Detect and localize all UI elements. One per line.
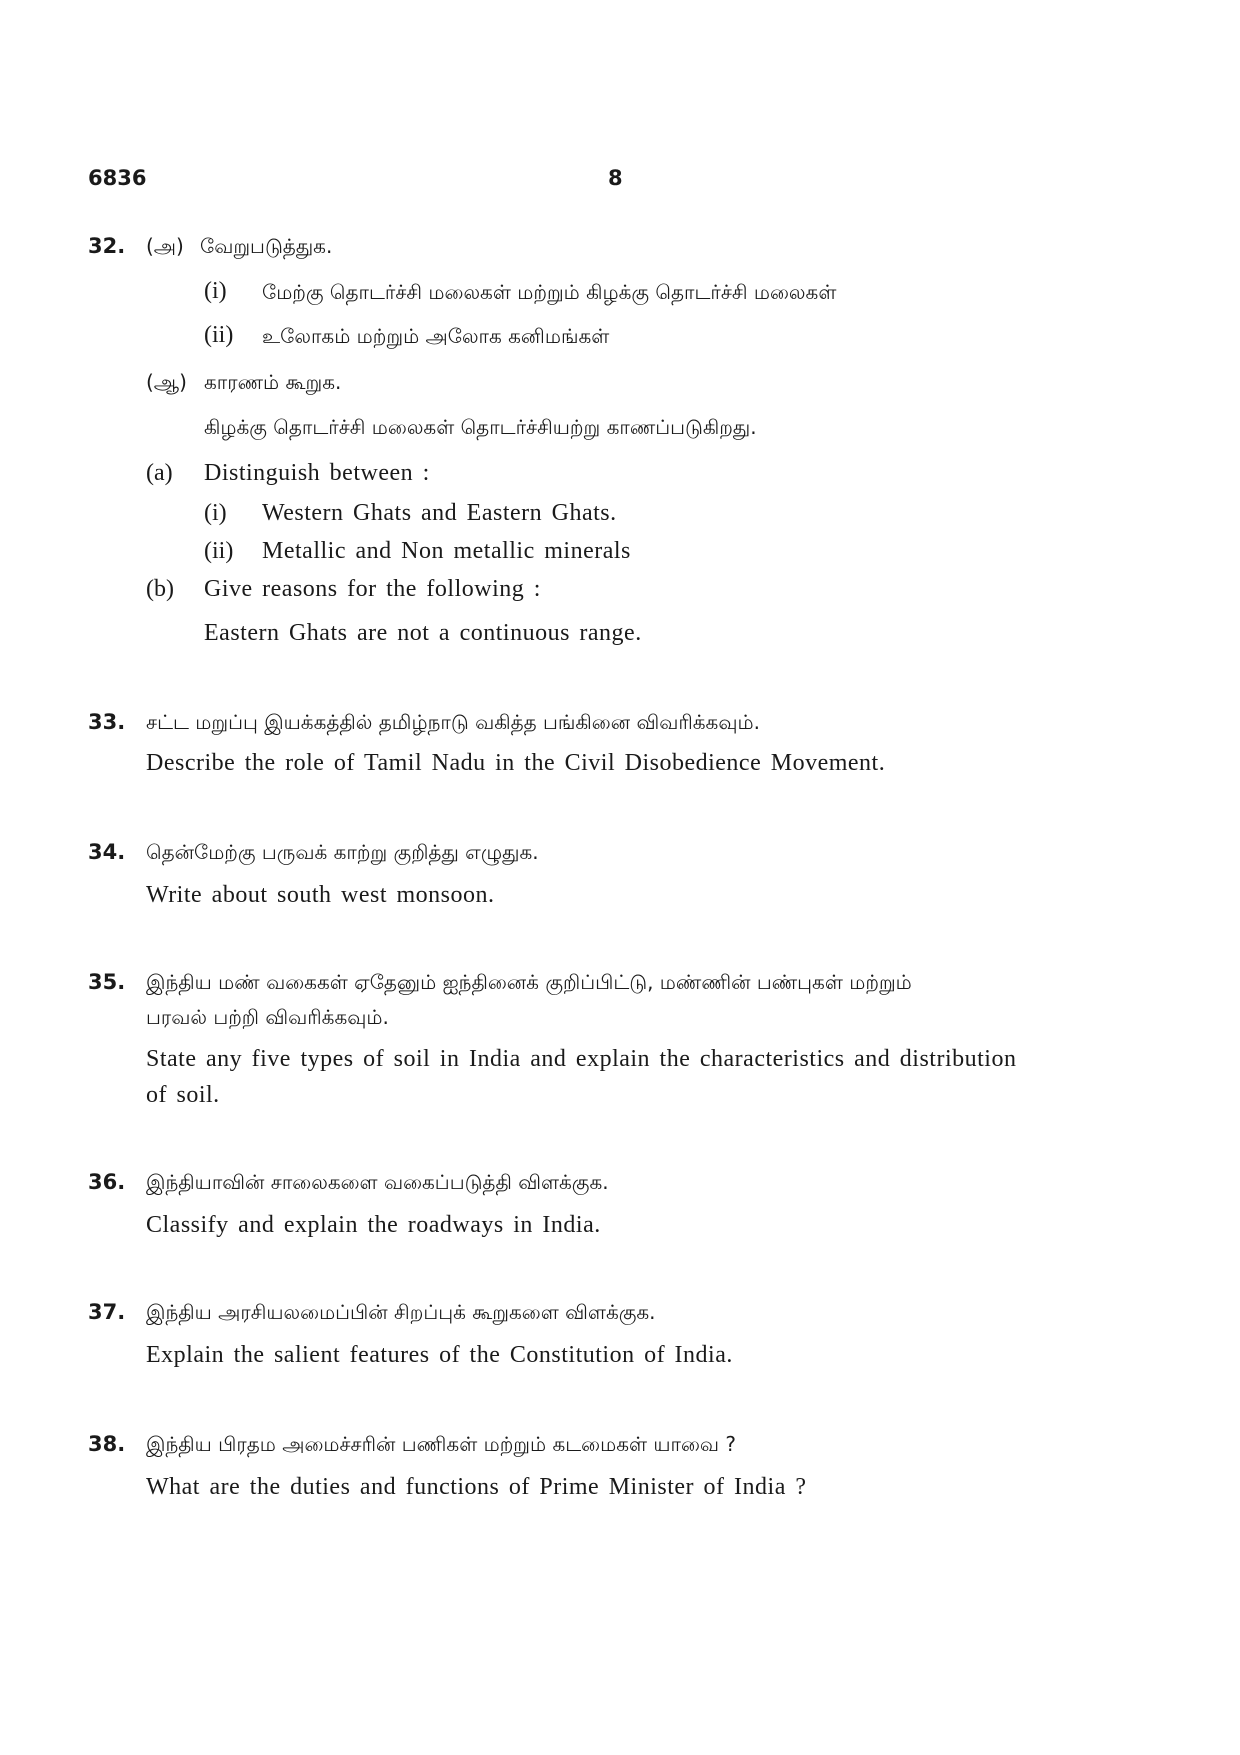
subpart-ii-marker-en: (ii) — [204, 538, 234, 564]
question-number: 36. — [88, 1170, 126, 1194]
question-text-tamil: இந்தியாவின் சாலைகளை வகைப்படுத்தி விளக்குக. — [146, 1170, 609, 1194]
question-text: Explain the salient features of the Constitution of India. — [146, 1342, 733, 1368]
subpart-i-text-tamil: மேற்கு தொடர்ச்சி மலைகள் மற்றும் கிழக்கு தொடர்ச்சி மலைகள் — [262, 280, 837, 304]
question-text-tamil-line2: பரவல் பற்றி விவரிக்கவும். — [146, 1005, 389, 1029]
question-text: What are the duties and functions of Prime Minister of India ? — [146, 1474, 807, 1500]
paper-code: 6836 — [88, 166, 147, 190]
question-number: 37. — [88, 1300, 126, 1324]
subpart-ii-text-tamil: உலோகம் மற்றும் அலோக கனிமங்கள் — [262, 324, 610, 348]
subpart-ii-text: Metallic and Non metallic minerals — [262, 538, 631, 564]
part-b-marker-tamil: (ஆ) — [146, 370, 187, 394]
question-text: Describe the role of Tamil Nadu in the Civil Disobedience Movement. — [146, 750, 886, 776]
question-text-tamil: தென்மேற்கு பருவக் காற்று குறித்து எழுதுக. — [146, 840, 539, 864]
subpart-i-text: Western Ghats and Eastern Ghats. — [262, 500, 617, 526]
part-b-marker: (b) — [146, 576, 174, 602]
question-text-tamil: இந்திய பிரதம அமைச்சரின் பணிகள் மற்றும் கடமைகள் யாவை ? — [146, 1432, 737, 1456]
part-b-text: Give reasons for the following : — [204, 576, 541, 602]
subpart-ii-marker: (ii) — [204, 322, 234, 348]
question-number: 35. — [88, 970, 126, 994]
question-number: 38. — [88, 1432, 126, 1456]
question-text-line1: State any five types of soil in India and explain the characteristics and distribution — [146, 1046, 1017, 1072]
part-a-marker-tamil: (அ) — [146, 234, 184, 258]
page-number: 8 — [608, 166, 623, 190]
question-text-tamil: சட்ட மறுப்பு இயக்கத்தில் தமிழ்நாடு வகித்த பங்கினை விவரிக்கவும். — [146, 710, 760, 734]
part-b-text-tamil: காரணம் கூறுக. — [204, 370, 342, 394]
part-a-marker: (a) — [146, 460, 173, 486]
question-text: Classify and explain the roadways in India. — [146, 1212, 601, 1238]
question-number: 33. — [88, 710, 126, 734]
question-text-tamil-line1: இந்திய மண் வகைகள் ஏதேனும் ஐந்தினைக் குறிப்பிட்டு, மண்ணின் பண்புகள் மற்றும் — [146, 970, 912, 994]
question-text-line2: of soil. — [146, 1082, 220, 1108]
subpart-i-marker: (i) — [204, 278, 227, 304]
question-number: 34. — [88, 840, 126, 864]
question-number: 32. — [88, 234, 126, 258]
part-a-text-tamil: வேறுபடுத்துக. — [200, 234, 333, 258]
question-text: Write about south west monsoon. — [146, 882, 495, 908]
subpart-i-marker-en: (i) — [204, 500, 227, 526]
part-a-text: Distinguish between : — [204, 460, 430, 486]
question-text-tamil: இந்திய அரசியலமைப்பின் சிறப்புக் கூறுகளை விளக்குக. — [146, 1300, 656, 1324]
part-b-line-tamil: கிழக்கு தொடர்ச்சி மலைகள் தொடர்ச்சியற்று காணப்படுகிறது. — [204, 415, 757, 439]
part-b-line: Eastern Ghats are not a continuous range. — [204, 620, 642, 646]
